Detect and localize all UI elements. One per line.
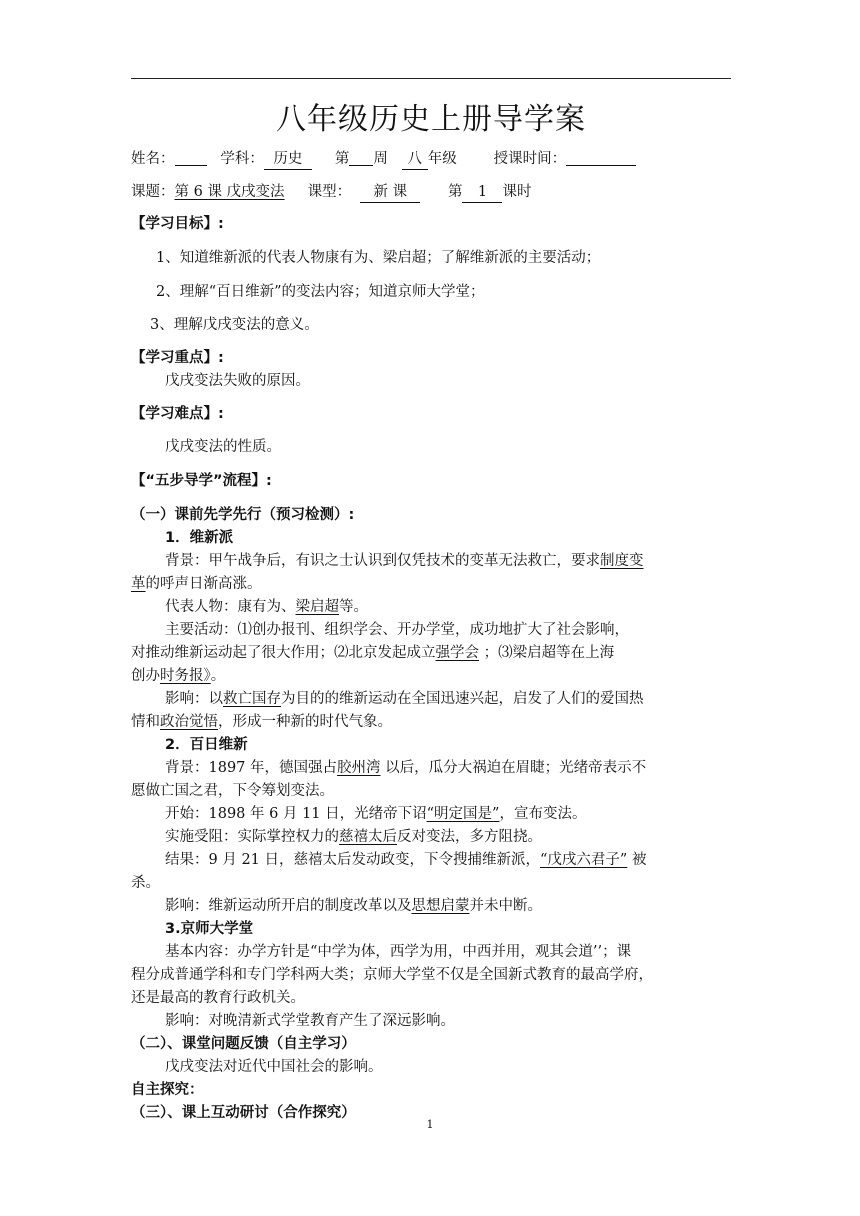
goal-item: 2、理解“百日维新”的变法内容；知道京师大学堂； bbox=[156, 284, 485, 300]
s2-obstruction: 实施受阻：实际掌控权力的慈禧太后反对变法，多方阻挠。 bbox=[165, 829, 542, 845]
type-value: 新 课 bbox=[360, 182, 420, 203]
key-heading: 【学习重点】: bbox=[131, 350, 224, 366]
s2-result-cont: 杀。 bbox=[131, 875, 160, 891]
explore-heading: 自主探究： bbox=[131, 1082, 204, 1098]
part2-heading: （二）、课堂问题反馈（自主学习） bbox=[131, 1036, 356, 1052]
name-blank bbox=[175, 149, 207, 166]
s1-activities-cont: 对推动维新运动起了很大作用；⑵北京发起成立强学会 ；⑶梁启超等在上海 bbox=[131, 645, 615, 661]
difficult-text: 戊戌变法的性质。 bbox=[165, 439, 281, 455]
page-number: 1 bbox=[426, 1118, 434, 1131]
time-blank bbox=[566, 149, 636, 166]
section3-heading: 3.京师大学堂 bbox=[165, 921, 254, 937]
goals-heading: 【学习目标】: bbox=[131, 216, 224, 232]
flow-heading: 【“五步导学”流程】: bbox=[131, 473, 272, 489]
grade-value: 八 bbox=[402, 149, 428, 170]
s3-content-cont: 程分成普通学科和专门学科两大类；京师大学堂不仅是全国新式教育的最高学府， bbox=[131, 967, 653, 983]
subject-value: 历史 bbox=[264, 149, 312, 170]
s2-background: 背景：1897 年，德国强占胶州湾 以后，瓜分大祸迫在眉睫；光绪帝表示不 bbox=[165, 760, 647, 776]
difficult-heading: 【学习难点】: bbox=[131, 406, 224, 422]
week-blank bbox=[349, 149, 373, 166]
part3-heading: （三）、课上互动研讨（合作探究） bbox=[131, 1105, 356, 1121]
section1-heading: 1．维新派 bbox=[165, 530, 234, 546]
part2-text: 戊戌变法对近代中国社会的影响。 bbox=[165, 1059, 383, 1075]
topic-line: 课题：第 6 课 戊戌变法 课型： 新 课 第 1 课时 bbox=[131, 181, 531, 203]
s3-content-cont2: 还是最高的教育行政机关。 bbox=[131, 990, 305, 1006]
goal-item: 3、理解戊戌变法的意义。 bbox=[150, 317, 319, 333]
goal-item: 1、知道维新派的代表人物康有为、梁启超；了解维新派的主要活动； bbox=[156, 250, 601, 266]
s3-content: 基本内容：办学方针是“中学为体，西学为用，中西并用，观其会道’’；课 bbox=[165, 944, 632, 960]
s1-activities-cont2: 创办时务报》。 bbox=[131, 668, 226, 684]
part1-heading: （一）课前先学先行（预习检测）: bbox=[131, 507, 355, 523]
s1-effect: 影响：以救亡国存为目的的维新运动在全国迅速兴起，启发了人们的爱国热 bbox=[165, 691, 644, 707]
s1-effect-cont: 情和政治觉悟，形成一种新的时代气象。 bbox=[131, 714, 392, 730]
s1-background: 背景：甲午战争后，有识之士认识到仅凭技术的变革无法救亡，要求制度变 bbox=[165, 553, 644, 569]
section2-heading: 2．百日维新 bbox=[165, 737, 248, 753]
s2-result: 结果：9 月 21 日，慈禧太后发动政变，下令搜捕维新派，“戊戌六君子” 被 bbox=[165, 852, 647, 868]
s2-background-cont: 愿做亡国之君，下令筹划变法。 bbox=[131, 783, 334, 799]
topic-value: 第 6 课 戊戌变法 bbox=[174, 184, 285, 200]
s1-activities: 主要活动：⑴创办报刊、组织学会、开办学堂，成功地扩大了社会影响， bbox=[165, 622, 629, 638]
s2-effect: 影响：维新运动所开启的制度改革以及思想启蒙并未中断。 bbox=[165, 898, 542, 914]
page-title: 八年级历史上册导学案 bbox=[276, 102, 586, 137]
s2-start: 开始：1898 年 6 月 11 日，光绪帝下诏“明定国是”，宣布变法。 bbox=[165, 806, 587, 822]
info-line: 姓名： 学科： 历史 第 周 八 年级 授课时间： bbox=[131, 148, 636, 170]
s1-background-cont: 革的呼声日渐高涨。 bbox=[131, 576, 262, 592]
s3-effect: 影响：对晚清新式学堂教育产生了深远影响。 bbox=[165, 1013, 455, 1029]
header-rule bbox=[131, 78, 731, 79]
period-value: 1 bbox=[462, 182, 502, 203]
key-text: 戊戌变法失败的原因。 bbox=[165, 373, 310, 389]
s1-representatives: 代表人物：康有为、梁启超等。 bbox=[165, 599, 368, 615]
